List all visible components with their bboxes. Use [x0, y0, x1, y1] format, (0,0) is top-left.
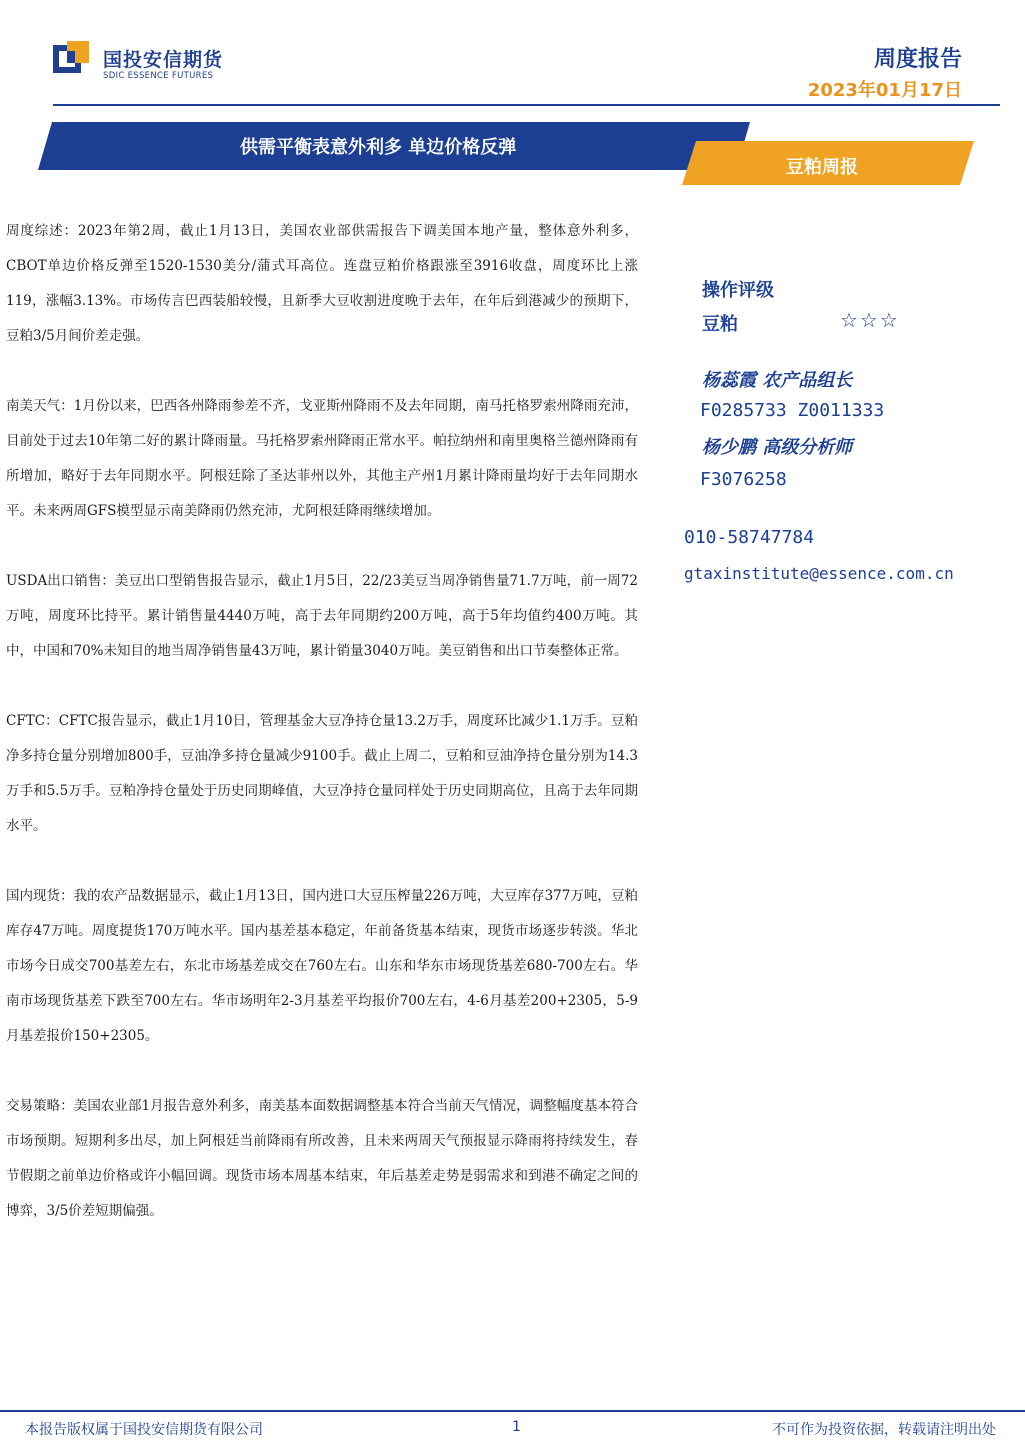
analyst-1-license: F0285733 Z0011333: [700, 400, 885, 421]
rating-stars: ☆☆☆: [840, 308, 900, 332]
analyst-2-name: 杨少鹏 高级分析师: [702, 437, 853, 458]
paragraph-usda-export-sales: USDA出口销售：美豆出口型销售报告显示，截止1月5日，22/23美豆当周净销售量71.7万吨，前一周72万吨，周度环比持平。累计销售量4440万吨，高于去年同期约200万吨，高于5年均值约400万吨。其中，中国和70%未知目的地当周净销售量43万吨，累计销量3040万吨。美豆销售和出口节奏整体正常。: [6, 573, 638, 659]
contact-email[interactable]: gtaxinstitute@essence.com.cn: [684, 564, 954, 583]
analyst-2-license: F3076258: [700, 469, 787, 490]
contact-phone: 010-58747784: [684, 527, 815, 548]
logo-mark-icon: [53, 41, 93, 81]
logo-chinese-name: 国投安信期货: [103, 49, 224, 71]
footer-copyright: 本报告版权属于国投安信期货有限公司: [25, 1422, 263, 1438]
report-title: 供需平衡表意外利多 单边价格反弹: [240, 137, 517, 158]
report-body: [6, 214, 638, 1264]
paragraph-weekly-summary: 周度综述：2023年第2周，截止1月13日，美国农业部供需报告下调美国本地产量，整体意外利多，CBOT单边价格反弹至1520-1530美分/蒲式耳高位。连盘豆粕价格跟涨至3916收盘，周度环比上涨119，涨幅3.13%。市场传言巴西装船较慢，且新季大豆收割进度晚于去年，在年后到港减少的预期下，豆粕3/5月间价差走强。: [6, 223, 638, 344]
analyst-1-name: 杨蕊霞 农产品组长: [702, 370, 853, 391]
footer-divider: [0, 1410, 1025, 1412]
paragraph-domestic-spot: 国内现货：我的农产品数据显示，截止1月13日，国内进口大豆压榨量226万吨，大豆库存377万吨，豆粕库存47万吨。周度提货170万吨水平。国内基差基本稳定，年前备货基本结束，现货市场逐步转淡。华北市场今日成交700基差左右，东北市场基差成交在760左右。山东和华东市场现货基差680-700左右。华南市场现货基差下跌至700左右。华市场明年2-3月基差平均报价700左右，4-6月基差200+2305，5-9月基差报价150+2305。: [6, 888, 638, 1044]
page-number: 1: [512, 1419, 521, 1435]
company-logo: [53, 41, 253, 85]
paragraph-trading-strategy: 交易策略：美国农业部1月报告意外利多，南美基本面数据调整基本符合当前天气情况，调整幅度基本符合市场预期。短期利多出尽，加上阿根廷当前降雨有所改善，且未来两周天气预报显示降雨将持续发生，春节假期之前单边价格或许小幅回调。现货市场本周基本结束，年后基差走势是弱需求和到港不确定之间的博弈，3/5价差短期偏强。: [6, 1098, 638, 1219]
report-type: 周度报告: [873, 47, 962, 72]
footer-disclaimer: 不可作为投资依据，转载请注明出处: [772, 1422, 996, 1438]
paragraph-south-america-weather: 南美天气：1月份以来，巴西各州降雨参差不齐，戈亚斯州降雨不及去年同期，南马托格罗索州降雨充沛，目前处于过去10年第二好的累计降雨量。马托格罗索州降雨正常水平。帕拉纳州和南里奥格兰德州降雨有所增加，略好于去年同期水平。阿根廷除了圣达菲州以外，其他主产州1月累计降雨量均好于去年同期水平。未来两周GFS模型显示南美降雨仍然充沛，尤阿根廷降雨继续增加。: [6, 398, 638, 519]
rating-product: 豆粕: [702, 314, 738, 335]
paragraph-cftc: CFTC：CFTC报告显示，截止1月10日，管理基金大豆净持仓量13.2万手，周度环比减少1.1万手。豆粕净多持仓量分别增加800手，豆油净多持仓量减少9100手。截止上周二，豆粕和豆油净持仓量分别为14.3万手和5.5万手。豆粕净持仓量处于历史同期峰值，大豆净持仓量同样处于历史同期高位，且高于去年同期水平。: [6, 713, 638, 834]
header-divider: [53, 104, 1000, 106]
logo-english-name: SDIC ESSENCE FUTURES: [103, 71, 214, 81]
report-subtitle: 豆粕周报: [786, 157, 858, 178]
rating-title: 操作评级: [702, 280, 774, 301]
report-date: 2023年01月17日: [807, 80, 962, 101]
